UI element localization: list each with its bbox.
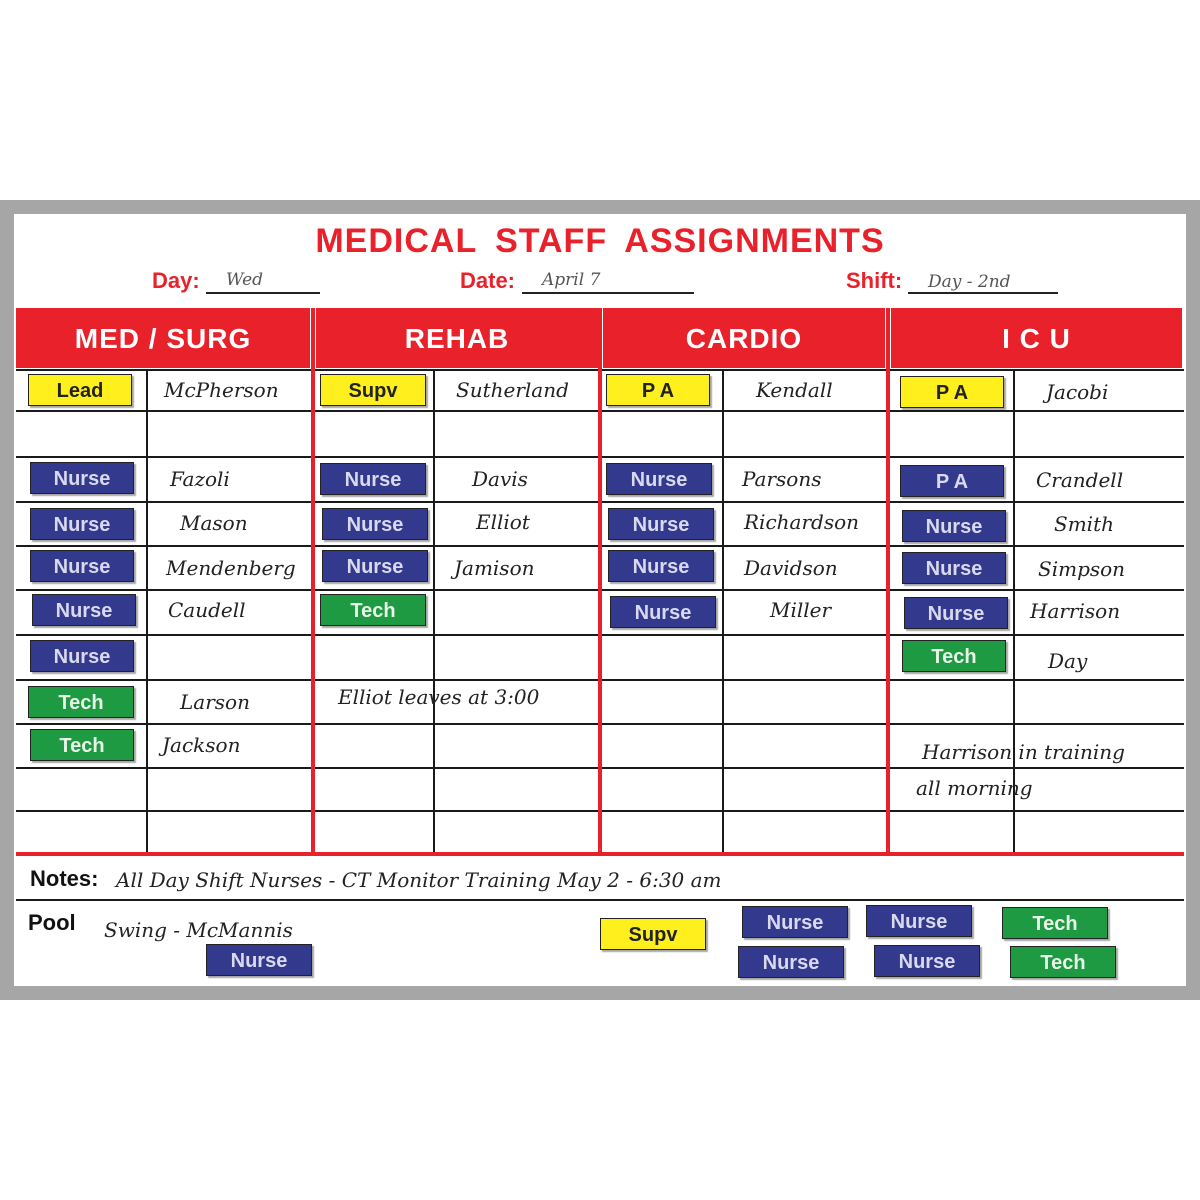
staff-name: Sutherland xyxy=(456,378,569,402)
column-divider xyxy=(311,308,315,854)
role-magnet-pa[interactable]: P A xyxy=(606,374,710,406)
role-magnet-tech[interactable]: Tech xyxy=(320,594,426,626)
staff-name: Larson xyxy=(180,690,250,714)
pool-magnet-supv[interactable]: Supv xyxy=(600,918,706,950)
grid-column-line xyxy=(433,369,435,853)
role-magnet-nurse[interactable]: Nurse xyxy=(904,597,1008,629)
rehab-note: Elliot leaves at 3:00 xyxy=(338,685,540,709)
pool-label: Pool xyxy=(28,910,76,935)
role-magnet-nurse[interactable]: Nurse xyxy=(606,463,712,495)
staff-name: Crandell xyxy=(1036,468,1124,492)
staff-name: Davis xyxy=(472,467,528,491)
day-label: Day: xyxy=(152,268,200,293)
staff-name: Miller xyxy=(770,598,832,622)
role-magnet-nurse[interactable]: Nurse xyxy=(320,463,426,495)
staff-name: Jackson xyxy=(162,733,241,757)
staff-name: Jacobi xyxy=(1046,380,1109,404)
pool-text: Swing - McMannis xyxy=(104,918,293,942)
staff-name: Mendenberg xyxy=(166,556,296,580)
column-header-rehab: REHAB xyxy=(316,308,598,368)
column-divider xyxy=(598,308,602,854)
column-header-med-surg: MED / SURG xyxy=(16,308,310,368)
date-value: April 7 xyxy=(542,270,601,290)
staff-name: Caudell xyxy=(168,598,246,622)
notes-label: Notes: xyxy=(30,866,99,891)
staff-name: Smith xyxy=(1054,512,1114,536)
pool-magnet-nurse[interactable]: Nurse xyxy=(742,906,848,938)
role-magnet-pa[interactable]: P A xyxy=(900,376,1004,408)
role-magnet-nurse[interactable]: Nurse xyxy=(610,596,716,628)
staff-name: Richardson xyxy=(744,510,860,534)
staff-name: Kendall xyxy=(756,378,833,402)
role-magnet-nurse[interactable]: Nurse xyxy=(902,552,1006,584)
column-header-cardio: CARDIO xyxy=(603,308,885,368)
role-magnet-nurse[interactable]: Nurse xyxy=(30,550,134,582)
role-magnet-nurse[interactable]: Nurse xyxy=(30,462,134,494)
board-title: MEDICAL STAFF ASSIGNMENTS xyxy=(315,222,885,260)
grid-column-line xyxy=(146,369,148,853)
icu-note-line-1: Harrison in training xyxy=(922,740,1125,764)
column-divider xyxy=(886,308,890,854)
grid-bottom-line xyxy=(16,852,1184,856)
role-magnet-nurse[interactable]: Nurse xyxy=(30,508,134,540)
role-magnet-nurse[interactable]: Nurse xyxy=(322,550,428,582)
staff-name: Elliot xyxy=(476,510,530,534)
column-header-icu: I C U xyxy=(891,308,1182,368)
pool-magnet-tech[interactable]: Tech xyxy=(1010,946,1116,978)
shift-value: Day - 2nd xyxy=(928,272,1011,292)
staff-name: Parsons xyxy=(742,467,822,491)
date-label: Date: xyxy=(460,268,516,293)
role-magnet-nurse[interactable]: Nurse xyxy=(30,640,134,672)
role-magnet-supv[interactable]: Supv xyxy=(320,374,426,406)
staff-name: Davidson xyxy=(744,556,838,580)
pool-magnet-nurse[interactable]: Nurse xyxy=(738,946,844,978)
pool-magnet-nurse[interactable]: Nurse xyxy=(874,945,980,977)
icu-note-line-2: all morning xyxy=(916,776,1033,800)
staff-name: Jamison xyxy=(454,556,535,580)
notes-text: All Day Shift Nurses - CT Monitor Training May 2 - 6:30 am xyxy=(116,868,722,892)
role-magnet-tech[interactable]: Tech xyxy=(30,729,134,761)
role-magnet-nurse[interactable]: Nurse xyxy=(32,594,136,626)
grid-column-line xyxy=(722,369,724,853)
role-magnet-nurse[interactable]: Nurse xyxy=(608,550,714,582)
staff-name: Fazoli xyxy=(170,467,230,491)
staff-name: Simpson xyxy=(1038,557,1126,581)
role-magnet-tech[interactable]: Tech xyxy=(28,686,134,718)
notes-divider xyxy=(16,899,1184,901)
day-value: Wed xyxy=(226,270,264,290)
staff-name: McPherson xyxy=(164,378,279,402)
staff-name: Mason xyxy=(180,511,248,535)
shift-label: Shift: xyxy=(846,268,903,293)
role-magnet-nurse[interactable]: Nurse xyxy=(322,508,428,540)
role-magnet-lead[interactable]: Lead xyxy=(28,374,132,406)
pool-magnet-nurse[interactable]: Nurse xyxy=(866,905,972,937)
pool-magnet-tech[interactable]: Tech xyxy=(1002,907,1108,939)
role-magnet-pa[interactable]: P A xyxy=(900,465,1004,497)
role-magnet-nurse[interactable]: Nurse xyxy=(608,508,714,540)
staff-name: Day xyxy=(1048,649,1088,673)
role-magnet-nurse[interactable]: Nurse xyxy=(902,510,1006,542)
staff-name: Harrison xyxy=(1030,599,1121,623)
pool-magnet-nurse[interactable]: Nurse xyxy=(206,944,312,976)
role-magnet-tech[interactable]: Tech xyxy=(902,640,1006,672)
